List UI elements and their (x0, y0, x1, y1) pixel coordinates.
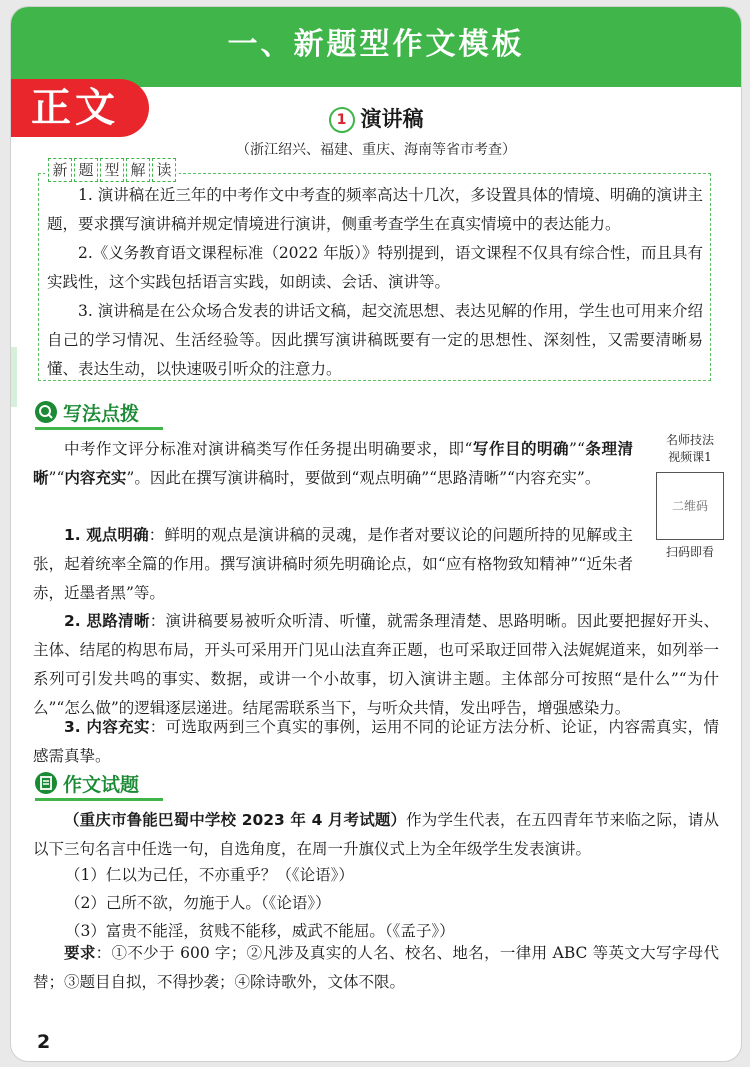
writing-point: 2. 思路清晰：演讲稿要易被听众听清、听懂，就需条理清楚、思路明晰。因此要把握好开头、主体、结尾的构思布局，开头可采用开门见山法直奔正题，也可采取迂回带入法娓娓道来，如列举一系列可引发共鸣的事实、数据，或讲一个小故事，切入演讲主题。主体部分可按照“是什么”“为什么”“怎么做”的逻辑逐层递进。结尾需联系当下，与听众共情，发出呼告，增强感染力。 (33, 612, 719, 717)
label-char: 新 (48, 158, 72, 182)
header-bar (11, 7, 741, 87)
exam-quote: （1）仁以为己任，不亦重乎？（《论语》） (65, 866, 354, 884)
video-course-box (647, 432, 733, 561)
side-tab (11, 347, 17, 407)
exam-quote: （3）富贵不能淫，贫贱不能移，威武不能屈。（《孟子》） (65, 922, 455, 940)
scan-label: 扫码即看 (665, 545, 714, 559)
search-icon (35, 401, 57, 423)
label-char: 型 (100, 158, 124, 182)
section-subtitle: （浙江绍兴、福建、重庆、海南等省市考查） (236, 142, 516, 158)
section-number: 1 (329, 107, 355, 133)
exam-requirements: 要求：①不少于 600 字；②凡涉及真实的人名、校名、地名，一律用 ABC 等英文大写字母代替；③题目自拟，不得抄袭；④除诗歌外，文体不限。 (33, 944, 719, 991)
writing-tips-heading: 写法点拨 (35, 399, 163, 430)
exam-quote: （2）己所不欲，勿施于人。（《论语》） (65, 894, 331, 912)
label-char: 解 (126, 158, 150, 182)
document-icon (35, 772, 57, 794)
exam-prompt: （重庆市鲁能巴蜀中学校 2023 年 4 月考试题）作为学生代表，在五四青年节来临之际，请从以下三句名言中任选一句，自选角度，在周一升旗仪式上为全年级学生发表演讲。 (33, 811, 719, 858)
exam-heading: 作文试题 (35, 770, 163, 801)
writing-tips-intro: 中考作文评分标准对演讲稿类写作任务提出明确要求，即“写作目的明确”“条理清晰”“内容充实”。因此在撰写演讲稿时，要做到“观点明确”“思路清晰”“内容充实”。 (33, 440, 633, 487)
writing-point: 1. 观点明确：鲜明的观点是演讲稿的灵魂，是作者对要议论的问题所持的见解或主张，起着统率全篇的作用。撰写演讲稿时须先明确论点，如“应有格物致知精神”“近朱者赤，近墨者黑”等。 (33, 526, 633, 602)
interpretation-paragraph: 3. 演讲稿是在公众场合发表的讲话文稿，起交流思想、表达见解的作用，学生也可用来介绍自己的学习情况、生活经验等。因此撰写演讲稿既要有一定的思想性、深刻性，又需要清晰易懂、表达生动，以快速吸引听众的注意力。 (47, 302, 703, 378)
body-tag: 正文 (11, 79, 149, 137)
writing-point: 3. 内容充实：可选取两到三个真实的事例，运用不同的论证方法分析、论证，内容需真实，情感需真挚。 (33, 718, 719, 765)
section-title (11, 103, 741, 133)
qr-code[interactable]: 二维码 (656, 472, 724, 540)
video-label: 名师技法 (665, 433, 714, 447)
label-char: 读 (152, 158, 176, 182)
section-title-text: 演讲稿 (360, 107, 424, 131)
label-char: 题 (74, 158, 98, 182)
interpretation-label (45, 158, 179, 182)
page (10, 6, 742, 1062)
page-number: 2 (37, 1031, 51, 1053)
interpretation-paragraph: 2.《义务教育语文课程标准（2022 年版）》特别提到，语文课程不仅具有综合性，而且具有实践性，这个实践包括语言实践，如朗读、会话、演讲等。 (47, 244, 703, 291)
interpretation-paragraph: 1. 演讲稿在近三年的中考作文中考查的频率高达十几次，多设置具体的情境、明确的演讲主题，要求撰写演讲稿并规定情境进行演讲，侧重考查学生在真实情境中的表达能力。 (47, 186, 703, 233)
video-label: 视频课1 (668, 450, 712, 464)
page-title: 一、新题型作文模板 (227, 27, 525, 62)
